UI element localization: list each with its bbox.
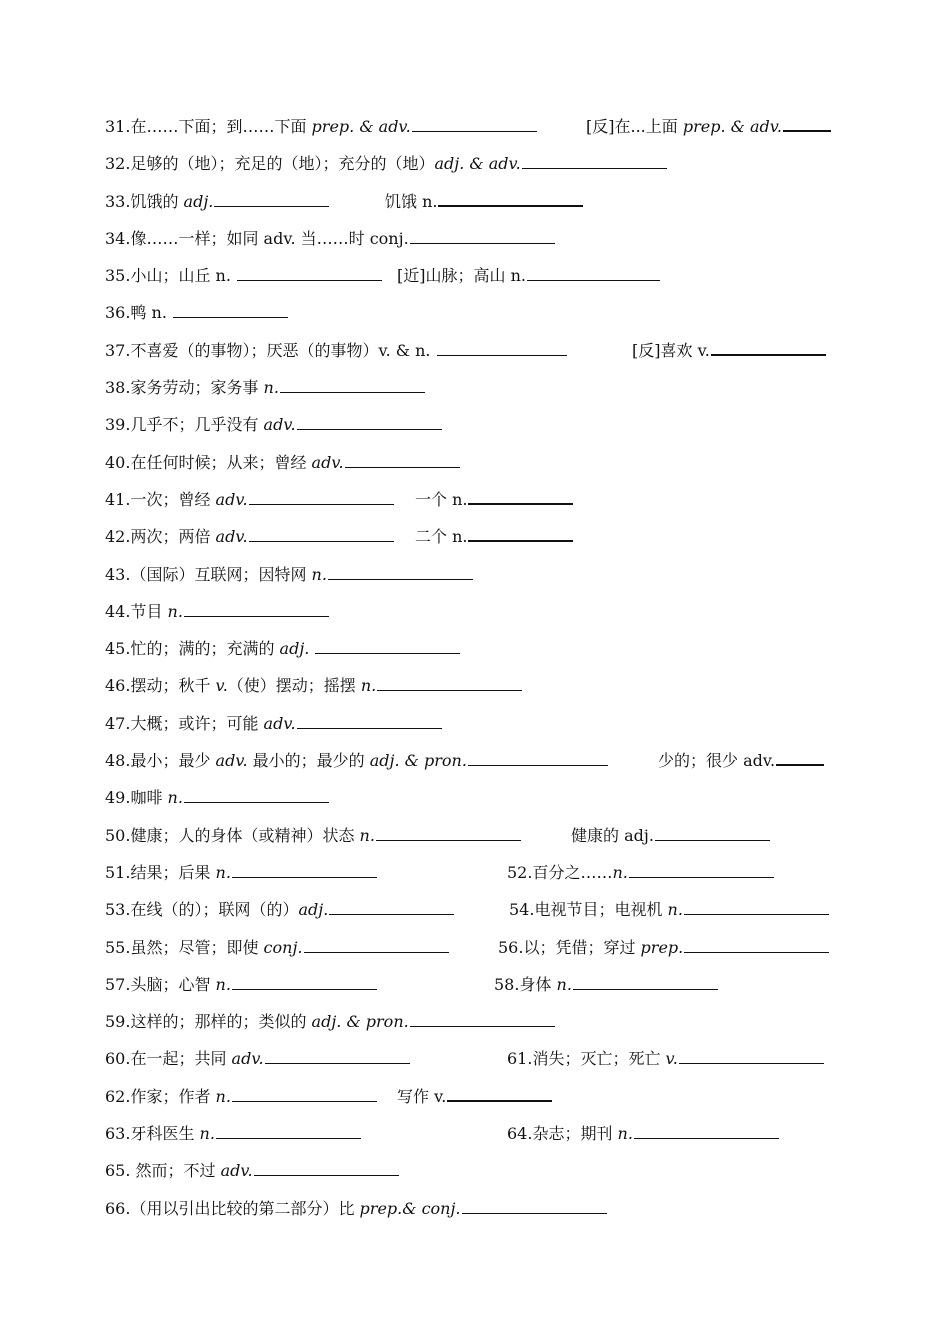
vocab-entry: [105, 1078, 377, 1115]
answer-blank[interactable]: [216, 1124, 361, 1139]
prompt-text: 最小的；最少的: [247, 751, 370, 771]
part-of-speech: n.: [263, 378, 279, 398]
answer-blank[interactable]: [684, 900, 829, 915]
vocab-line: [105, 108, 850, 145]
answer-blank[interactable]: [776, 750, 824, 766]
prompt-text: 41.一次；曾经: [105, 489, 216, 509]
prompt-text: 50.健康；人的身体（或精神）状态: [105, 825, 360, 845]
vocab-prompt: [105, 751, 467, 770]
vocab-prompt: [415, 490, 467, 509]
prompt-text: 40.在任何时候；从来；曾经: [105, 452, 312, 472]
vocab-prompt: [105, 1124, 215, 1143]
answer-blank[interactable]: [684, 938, 829, 953]
vocab-line: [105, 742, 850, 779]
answer-blank[interactable]: [184, 788, 329, 803]
part-of-speech: n.: [215, 862, 231, 882]
prompt-text: 58.身体: [494, 974, 557, 994]
vocab-prompt: [105, 1049, 264, 1068]
vocab-entry: [105, 630, 460, 667]
vocab-prompt: [105, 229, 409, 248]
vocab-prompt: [385, 192, 437, 211]
vocab-entry: [105, 108, 537, 145]
vocab-entry: [105, 742, 608, 779]
vocab-line: [105, 1115, 850, 1152]
vocab-prompt: [632, 341, 710, 360]
part-of-speech: n.: [311, 564, 327, 584]
vocab-entry: [105, 556, 473, 593]
prompt-text: 66.（用以引出比较的第二部分）比: [105, 1198, 360, 1218]
vocab-line: [105, 1152, 850, 1189]
vocab-prompt: [105, 453, 344, 472]
answer-blank[interactable]: [376, 826, 521, 841]
answer-blank[interactable]: [232, 975, 377, 990]
vocab-entry: [105, 369, 425, 406]
part-of-speech: n.: [556, 974, 572, 994]
vocab-entry: [105, 779, 329, 816]
vocab-line: [105, 854, 850, 891]
vocab-prompt: [105, 938, 303, 957]
answer-blank[interactable]: [438, 191, 583, 207]
part-of-speech: conj.: [263, 937, 303, 957]
prompt-text: [反]在...上面: [586, 117, 683, 136]
part-of-speech: adv.: [231, 1049, 264, 1069]
vocab-entry: [105, 257, 382, 294]
answer-blank[interactable]: [410, 1012, 555, 1027]
vocab-entry: [105, 1003, 555, 1040]
part-of-speech: n.: [667, 900, 683, 920]
answer-blank[interactable]: [173, 303, 288, 318]
prompt-text: 二个 n.: [415, 527, 468, 547]
vocab-entry: [105, 966, 377, 1003]
vocab-entry: [105, 705, 442, 742]
vocab-line: [105, 518, 850, 555]
vocab-prompt: [507, 863, 628, 882]
prompt-text: 37.不喜爱（的事物）；厌恶（的事物）v. & n.: [105, 340, 436, 360]
vocab-prompt: [397, 1087, 446, 1106]
part-of-speech: prep.& conj.: [359, 1198, 461, 1218]
vocab-line: [105, 1003, 850, 1040]
prompt-text: 35.小山；山丘 n.: [105, 266, 237, 286]
vocab-entry: [105, 145, 667, 182]
part-of-speech: adv.: [263, 713, 296, 733]
answer-blank[interactable]: [783, 116, 831, 132]
part-of-speech: n.: [199, 1124, 215, 1144]
vocab-entry: [586, 108, 831, 145]
answer-blank[interactable]: [249, 490, 394, 505]
part-of-speech: adj. & adv.: [434, 154, 521, 174]
vocab-entry: [509, 891, 829, 928]
answer-blank[interactable]: [573, 975, 718, 990]
answer-blank[interactable]: [249, 527, 394, 542]
vocab-prompt: [509, 900, 683, 919]
prompt-text: 饥饿 n.: [385, 191, 438, 211]
answer-blank[interactable]: [214, 192, 329, 207]
part-of-speech: adv.: [215, 527, 248, 547]
prompt-text: 55.虽然；尽管；即使: [105, 937, 264, 957]
vocab-prompt: [105, 788, 183, 807]
answer-blank[interactable]: [304, 938, 449, 953]
prompt-text: 54.电视节目；电视机: [509, 900, 668, 920]
answer-blank[interactable]: [711, 340, 826, 356]
vocab-prompt: [105, 415, 296, 434]
vocab-prompt: [105, 154, 521, 173]
part-of-speech: adj.: [279, 639, 310, 659]
prompt-text: 39.几乎不；几乎没有: [105, 415, 264, 435]
vocab-entry: [105, 518, 394, 555]
vocab-line: [105, 556, 850, 593]
prompt-text: 60.在一起；共同: [105, 1049, 232, 1069]
vocab-entry: [507, 1115, 779, 1152]
vocab-entry: [105, 1040, 410, 1077]
prompt-text: 42.两次；两倍: [105, 527, 216, 547]
vocab-entry: [571, 817, 770, 854]
vocab-line: [105, 406, 850, 443]
vocab-entry: [658, 742, 824, 779]
part-of-speech: n.: [215, 974, 231, 994]
vocab-line: [105, 183, 850, 220]
vocab-prompt: [105, 676, 376, 695]
answer-blank[interactable]: [254, 1161, 399, 1176]
vocab-line: [105, 332, 850, 369]
answer-blank[interactable]: [329, 900, 454, 915]
vocab-prompt: [105, 863, 231, 882]
part-of-speech: n.: [167, 601, 183, 621]
vocab-prompt: [397, 266, 526, 285]
vocab-line: [105, 966, 850, 1003]
answer-blank[interactable]: [410, 229, 555, 244]
vocab-prompt: [105, 1087, 231, 1106]
vocab-line: [105, 1190, 850, 1227]
vocab-entry: [105, 1152, 399, 1189]
answer-blank[interactable]: [345, 453, 460, 468]
part-of-speech: adv.: [311, 452, 344, 472]
prompt-text: 32.足够的（地）；充足的（地）；充分的（地）: [105, 154, 435, 174]
vocab-line: [105, 891, 850, 928]
vocab-line: [105, 1078, 850, 1115]
answer-blank[interactable]: [468, 489, 573, 505]
answer-blank[interactable]: [447, 1086, 552, 1102]
part-of-speech: n.: [612, 862, 628, 882]
vocab-prompt: [507, 1124, 633, 1143]
vocab-prompt: [105, 378, 279, 397]
prompt-text: [309, 639, 314, 658]
part-of-speech: prep. & adv.: [311, 117, 411, 136]
answer-blank[interactable]: [184, 602, 329, 617]
vocab-line: [105, 294, 850, 331]
vocab-prompt: [498, 938, 683, 957]
answer-blank[interactable]: [377, 676, 522, 691]
vocab-entry: [105, 854, 377, 891]
answer-blank[interactable]: [412, 117, 537, 132]
vocab-prompt: [571, 826, 654, 845]
vocab-prompt: [105, 565, 327, 584]
vocab-prompt: [658, 751, 775, 770]
prompt-text: 65. 然而；不过: [105, 1161, 221, 1181]
vocab-line: [105, 257, 850, 294]
prompt-text: 63.牙科医生: [105, 1124, 200, 1144]
vocab-prompt: [105, 527, 248, 546]
part-of-speech: adv.: [220, 1161, 253, 1181]
prompt-text: 少的；很少 adv.: [658, 751, 776, 771]
vocabulary-list: [105, 108, 850, 1227]
part-of-speech: n.: [359, 825, 375, 845]
prompt-text: 33.饥饿的: [105, 191, 184, 211]
vocab-entry: [397, 1078, 552, 1115]
vocab-entry: [507, 1040, 824, 1077]
vocab-prompt: [507, 1049, 678, 1068]
vocab-prompt: [415, 527, 467, 546]
vocab-line: [105, 929, 850, 966]
vocab-prompt: [105, 1161, 253, 1180]
answer-blank[interactable]: [634, 1124, 779, 1139]
vocab-entry: [105, 891, 454, 928]
prompt-text: 44.节目: [105, 601, 168, 621]
part-of-speech: v.: [665, 1049, 678, 1069]
vocab-entry: [105, 183, 329, 220]
prompt-text: 写作 v.: [397, 1086, 447, 1106]
answer-blank[interactable]: [265, 1049, 410, 1064]
answer-blank[interactable]: [280, 378, 425, 393]
vocab-line: [105, 593, 850, 630]
vocab-prompt: [105, 826, 375, 845]
vocab-prompt: [105, 303, 172, 322]
vocab-prompt: [105, 602, 183, 621]
vocab-line: [105, 369, 850, 406]
part-of-speech: prep.: [640, 937, 684, 957]
prompt-text: 56.以；凭借；穿过: [498, 937, 641, 957]
vocab-entry: [494, 966, 718, 1003]
vocab-entry: [105, 444, 460, 481]
prompt-text: 52.百分之……: [507, 862, 613, 882]
prompt-text: 62.作家；作者: [105, 1086, 216, 1106]
part-of-speech: adj.: [183, 191, 214, 211]
prompt-text: 34.像……一样；如同 adv. 当……时 conj.: [105, 228, 409, 248]
prompt-text: 48.最小；最少: [105, 751, 216, 771]
prompt-text: 43.（国际）互联网；因特网: [105, 564, 312, 584]
answer-blank[interactable]: [328, 565, 473, 580]
vocab-prompt: [105, 900, 328, 919]
vocab-prompt: [105, 117, 411, 136]
prompt-text: 51.结果；后果: [105, 862, 216, 882]
answer-blank[interactable]: [232, 863, 377, 878]
vocab-prompt: [105, 266, 236, 285]
prompt-text: 38.家务劳动；家务事: [105, 378, 264, 398]
vocab-line: [105, 779, 850, 816]
vocab-prompt: [105, 192, 213, 211]
vocab-prompt: [105, 975, 231, 994]
part-of-speech: adv.: [215, 489, 248, 509]
answer-blank[interactable]: [679, 1049, 824, 1064]
vocab-entry: [498, 929, 829, 966]
part-of-speech: adj.: [298, 900, 329, 920]
answer-blank[interactable]: [655, 826, 770, 841]
vocab-line: [105, 630, 850, 667]
part-of-speech: n.: [617, 1124, 633, 1144]
prompt-text: 36.鸭 n.: [105, 303, 173, 323]
part-of-speech: n.: [360, 676, 377, 696]
vocab-prompt: [105, 1012, 409, 1031]
vocab-entry: [105, 1115, 361, 1152]
vocab-line: [105, 444, 850, 481]
vocab-line: [105, 667, 850, 704]
prompt-text: 61.消失；灭亡；死亡: [507, 1049, 666, 1069]
vocab-entry: [397, 257, 660, 294]
vocab-line: [105, 220, 850, 257]
vocab-entry: [507, 854, 774, 891]
answer-blank[interactable]: [522, 154, 667, 169]
answer-blank[interactable]: [437, 341, 567, 356]
prompt-text: （使）摆动；摇摆: [227, 676, 361, 696]
prompt-text: [反]喜欢 v.: [632, 340, 710, 360]
prompt-text: 健康的 adj.: [571, 825, 654, 845]
vocab-entry: [105, 1190, 607, 1227]
vocab-line: [105, 145, 850, 182]
vocab-prompt: [105, 1199, 461, 1218]
answer-blank[interactable]: [237, 266, 382, 281]
prompt-text: 59.这样的；那样的；类似的: [105, 1012, 312, 1032]
vocab-entry: [105, 294, 288, 331]
part-of-speech: adv.: [263, 415, 296, 435]
vocab-prompt: [105, 490, 248, 509]
vocab-entry: [105, 406, 442, 443]
prompt-text: 64.杂志；期刊: [507, 1124, 618, 1144]
vocab-prompt: [105, 714, 296, 733]
prompt-text: 45.忙的；满的；充满的: [105, 639, 280, 659]
answer-blank[interactable]: [462, 1199, 607, 1214]
vocab-entry: [105, 332, 567, 369]
vocab-entry: [105, 220, 555, 257]
vocab-entry: [415, 518, 573, 555]
answer-blank[interactable]: [468, 526, 573, 542]
vocab-entry: [105, 817, 521, 854]
part-of-speech: adj. & pron.: [369, 751, 467, 771]
vocab-entry: [105, 481, 394, 518]
prompt-text: 53.在线（的）；联网（的）: [105, 900, 299, 920]
vocab-line: [105, 481, 850, 518]
vocab-line: [105, 1040, 850, 1077]
prompt-text: 57.头脑；心智: [105, 974, 216, 994]
part-of-speech: n.: [167, 788, 183, 808]
part-of-speech: prep. & adv.: [682, 117, 782, 136]
answer-blank[interactable]: [297, 714, 442, 729]
part-of-speech: v.: [215, 676, 228, 696]
answer-blank[interactable]: [315, 639, 460, 654]
vocab-prompt: [105, 341, 436, 360]
vocab-entry: [105, 593, 329, 630]
prompt-text: [近]山脉；高山 n.: [397, 266, 526, 286]
prompt-text: 一个 n.: [415, 489, 468, 509]
vocab-entry: [415, 481, 573, 518]
vocab-prompt: [494, 975, 572, 994]
part-of-speech: n.: [215, 1086, 231, 1106]
prompt-text: 47.大概；或许；可能: [105, 713, 264, 733]
vocab-prompt: [586, 117, 782, 136]
vocab-line: [105, 705, 850, 742]
answer-blank[interactable]: [468, 751, 608, 766]
prompt-text: 46.摆动；秋千: [105, 676, 216, 696]
vocab-entry: [105, 929, 449, 966]
vocab-line: [105, 817, 850, 854]
part-of-speech: adj. & pron.: [311, 1012, 409, 1032]
answer-blank[interactable]: [297, 415, 442, 430]
part-of-speech: adv.: [215, 751, 248, 771]
vocab-entry: [385, 183, 583, 220]
answer-blank[interactable]: [629, 863, 774, 878]
vocab-entry: [105, 667, 522, 704]
vocab-prompt: [105, 639, 314, 658]
prompt-text: 49.咖啡: [105, 788, 168, 808]
prompt-text: 31.在……下面；到……下面: [105, 117, 312, 136]
answer-blank[interactable]: [527, 266, 660, 281]
vocab-entry: [632, 332, 826, 369]
answer-blank[interactable]: [232, 1087, 377, 1102]
